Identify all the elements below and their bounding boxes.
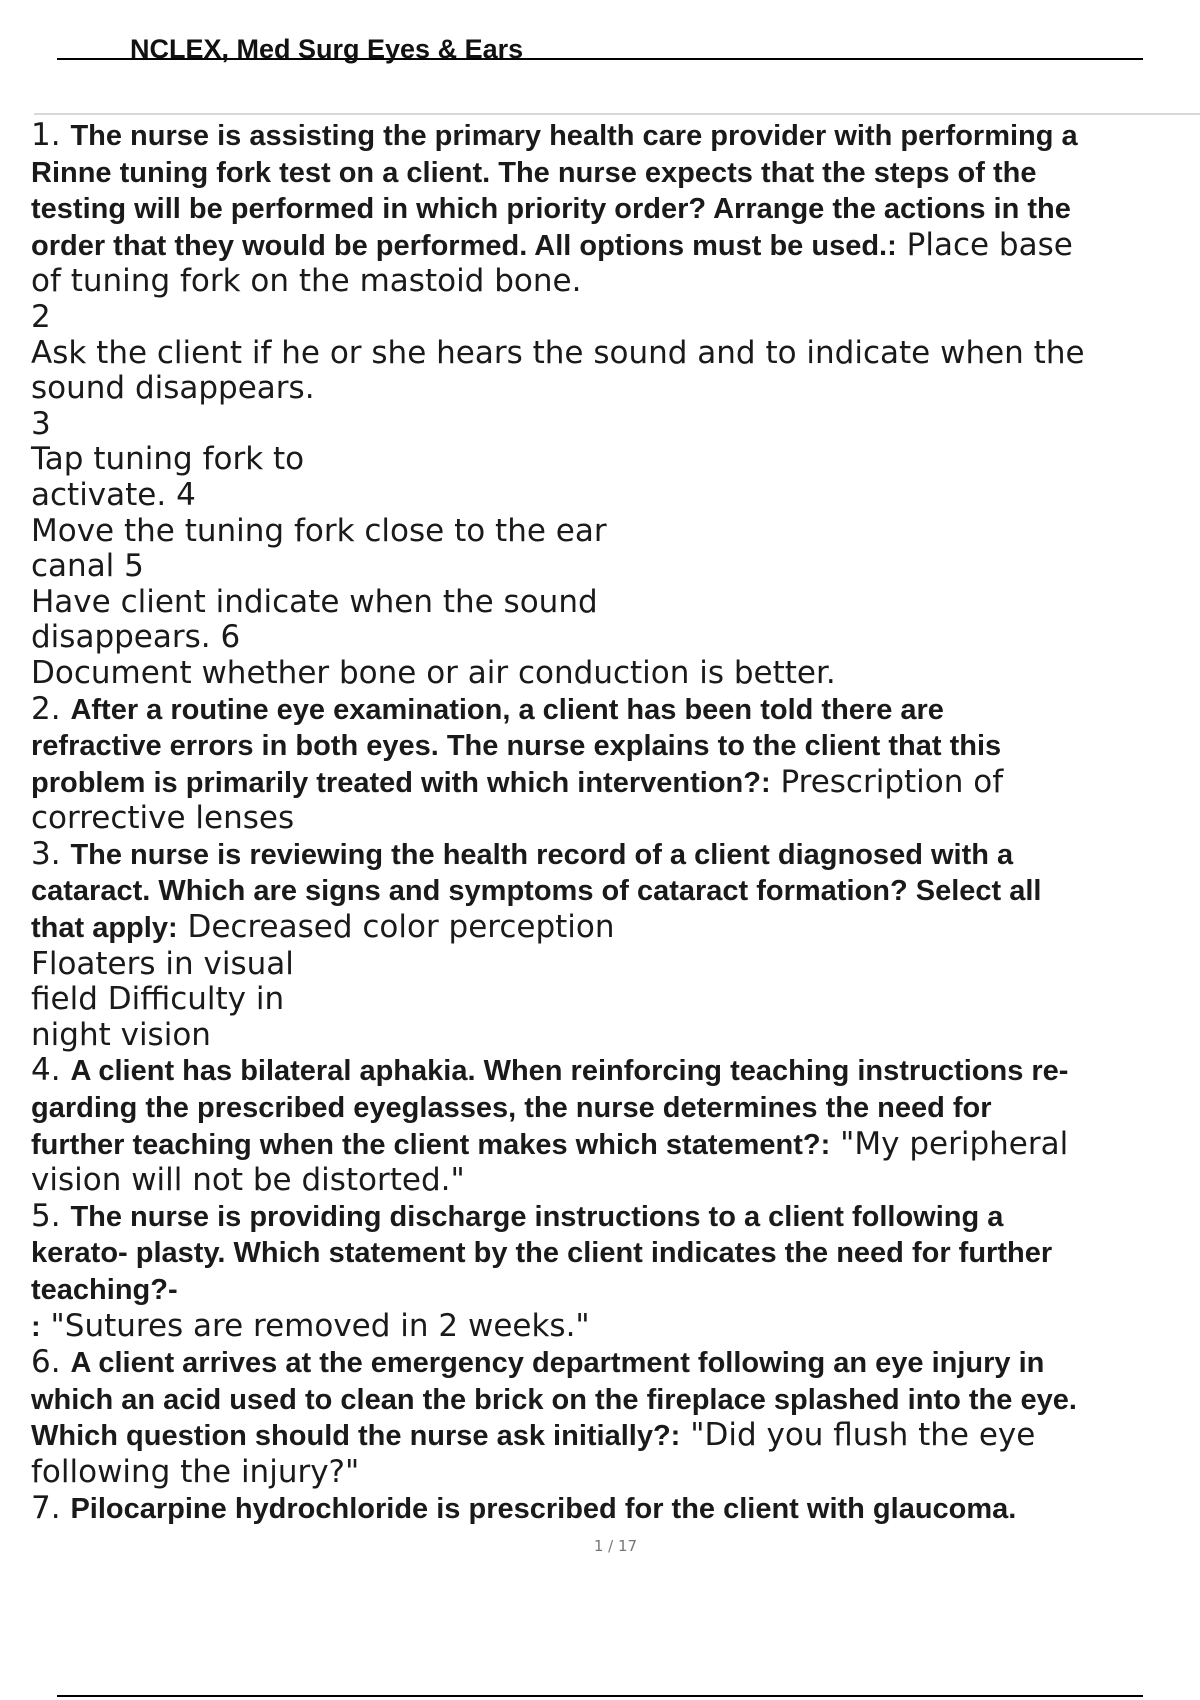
- top-divider: [34, 113, 1200, 115]
- text-line: [31, 1163, 1191, 1199]
- text-line: [31, 656, 1191, 692]
- text-line: [31, 947, 1191, 983]
- text-line: [31, 585, 1191, 621]
- page-number: 1 / 17: [593, 1537, 638, 1555]
- text-line: [31, 837, 1191, 874]
- text-line: [31, 336, 1191, 372]
- question-text: that apply:: [31, 912, 178, 945]
- text-line: [31, 1127, 1191, 1164]
- text-line: [31, 1235, 1191, 1272]
- answer-text: following the injury?": [31, 1453, 360, 1490]
- question-text: which an acid used to clean the brick on the fireplace splashed into the eye.: [31, 1383, 1077, 1416]
- text-line: [31, 982, 1191, 1018]
- text-line: [31, 1382, 1191, 1419]
- answer-text: of tuning fork on the mastoid bone.: [31, 263, 582, 300]
- text-line: [31, 300, 1191, 336]
- answer-text: "Sutures are removed in 2 weeks.": [40, 1307, 590, 1344]
- question-text: kerato- plasty. Which statement by the client indicates the need for further: [31, 1237, 1053, 1270]
- question-number: 3.: [31, 835, 71, 872]
- answer-text: night vision: [31, 1016, 211, 1053]
- footer-rule: [57, 1695, 1143, 1697]
- question-text: order that they would be performed. All options must be used.:: [31, 229, 897, 262]
- question-text: further teaching when the client makes which statement?:: [31, 1128, 831, 1161]
- answer-text: Tap tuning fork to: [31, 441, 305, 478]
- answer-text: Have client indicate when the sound: [31, 583, 598, 620]
- page-title: NCLEX, Med Surg Eyes & Ears: [130, 34, 524, 64]
- text-line: [31, 549, 1191, 585]
- text-line: [31, 1455, 1191, 1491]
- question-text: Pilocarpine hydrochloride is prescribed for the client with glaucoma.: [70, 1492, 1017, 1525]
- question-text: After a routine eye examination, a client has been told there are: [70, 693, 944, 726]
- text-line: [31, 1309, 1191, 1346]
- text-line: [31, 728, 1191, 765]
- text-line: [31, 1090, 1191, 1127]
- question-text: Which question should the nurse ask initially?:: [31, 1420, 681, 1453]
- question-text: cataract. Which are signs and symptoms of cataract formation? Select all: [31, 875, 1042, 908]
- answer-text: Document whether bone or air conduction is better.: [31, 654, 836, 691]
- text-line: [31, 692, 1191, 729]
- text-line: [31, 1018, 1191, 1054]
- question-text: A client arrives at the emergency department following an eye injury in: [70, 1347, 1045, 1380]
- question-number: 4.: [31, 1052, 71, 1089]
- question-text: testing will be performed in which priority order? Arrange the actions in the: [31, 193, 1071, 226]
- question-text: The nurse is providing discharge instructions to a client following a: [70, 1200, 1004, 1233]
- document-body: [31, 118, 1191, 1527]
- text-line: [31, 1053, 1191, 1090]
- answer-text: Floaters in visual: [31, 945, 294, 982]
- text-line: [31, 910, 1191, 947]
- answer-text: field Difficulty in: [31, 981, 285, 1018]
- answer-text: Decreased color perception: [177, 909, 615, 946]
- question-text: garding the prescribed eyeglasses, the nurse determines the need for: [31, 1092, 992, 1125]
- question-text: The nurse is assisting the primary health care provider with performing a: [70, 120, 1078, 152]
- question-number: 5.: [31, 1197, 71, 1234]
- text-line: [31, 873, 1191, 910]
- question-number: 2.: [31, 690, 71, 727]
- answer-text: "Did you flush the eye: [680, 1417, 1036, 1454]
- answer-text: 2: [31, 298, 51, 335]
- question-text: A client has bilateral aphakia. When reinforcing teaching instructions re-: [70, 1055, 1069, 1088]
- question-number: 7.: [31, 1489, 71, 1526]
- answer-text: disappears. 6: [31, 619, 241, 656]
- text-line: [31, 442, 1191, 478]
- text-line: [31, 407, 1191, 443]
- text-line: [31, 1345, 1191, 1382]
- text-line: [31, 155, 1191, 192]
- text-line: [31, 371, 1191, 407]
- text-line: [31, 118, 1191, 155]
- answer-text: activate. 4: [31, 476, 196, 513]
- text-line: [31, 620, 1191, 656]
- page-header: [57, 34, 1143, 64]
- text-line: [31, 1199, 1191, 1236]
- answer-text: sound disappears.: [31, 370, 315, 407]
- text-line: [31, 514, 1191, 550]
- question-number: 6.: [31, 1344, 71, 1381]
- question-text: teaching?-: [31, 1274, 178, 1306]
- answer-text: Move the tuning fork close to the ear: [31, 512, 607, 549]
- question-text: refractive errors in both eyes. The nurse explains to the client that this: [31, 730, 1002, 763]
- question-number: 1.: [31, 117, 71, 153]
- question-text: The nurse is reviewing the health record of a client diagnosed with a: [70, 838, 1014, 871]
- answer-text: 3: [31, 405, 51, 442]
- question-text: Rinne tuning fork test on a client. The nurse expects that the steps of the: [31, 156, 1037, 189]
- text-line: [31, 191, 1191, 228]
- answer-text: canal 5: [31, 548, 144, 585]
- text-line: [31, 1418, 1191, 1455]
- answer-text: Prescription of: [770, 763, 1004, 800]
- text-line: [31, 765, 1191, 802]
- answer-text: "My peripheral: [830, 1125, 1069, 1162]
- text-line: [31, 801, 1191, 837]
- text-line: [31, 264, 1191, 300]
- answer-text: corrective lenses: [31, 800, 295, 837]
- question-text: problem is primarily treated with which intervention?:: [31, 766, 771, 799]
- answer-text: Ask the client if he or she hears the sound and to indicate when the: [31, 334, 1085, 371]
- text-line: [31, 1491, 1191, 1528]
- answer-text: Place base: [896, 226, 1073, 263]
- text-line: [31, 478, 1191, 514]
- question-text: :: [31, 1310, 41, 1343]
- text-line: [31, 228, 1191, 265]
- answer-text: vision will not be distorted.": [31, 1162, 465, 1199]
- text-line: [31, 1272, 1191, 1309]
